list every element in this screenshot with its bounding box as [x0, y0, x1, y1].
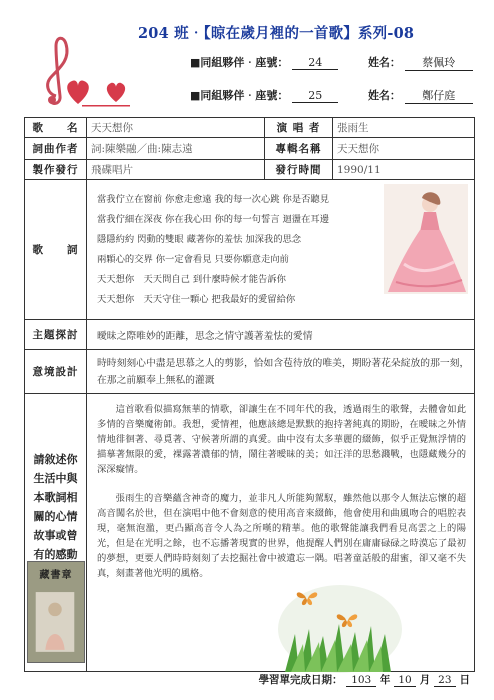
name-label: 姓名：: [367, 89, 401, 102]
partner-name: 蔡佩玲: [405, 54, 473, 71]
name-label: 姓名：: [367, 56, 401, 69]
stamp-illustration: [28, 581, 82, 661]
completion-date-label: 學習單完成日期：: [258, 674, 343, 686]
partner-label: ■同組夥伴‧座號：: [190, 89, 289, 102]
lyric-line: 隱隱約約 閃動的雙眼 藏著你的羞怯 加深我的思念: [97, 233, 302, 245]
lyric-line: 當我佇立在窗前 你愈走愈遠 我的每一次心跳 你是否聽見: [97, 193, 329, 205]
design-label: 意境設計: [25, 350, 87, 394]
story-label-line: 故事或曾: [33, 529, 78, 542]
grass-butterfly-illustration: [275, 574, 405, 674]
story-paragraph: 張雨生的音樂蘊含神奇的魔力，並非凡人所能夠駕馭，雖然他以那令人無法忘懷的超高音闖名於世，但在演唱中他不會刻意的使用高音來綴飾，他會使用和曲風吻合的唱腔表現，毫無泡濫，更凸顯高音令人為之所嘆的精華。他的歌聲能讓我們看見高雲之上的陽光，但是在光明之餘，也不忘播著現實的世界，他提醒人們別在庸庸碌碌之時漠忘了最初的夢想，更要人們時時刻刻了去挖掘社會中被遺忘一隅。唱著童話般的甜蜜，卻又毫不失真，刻畫著他光明的風格。: [97, 493, 466, 579]
partner-name: 鄭仔庭: [405, 87, 473, 104]
album-label: 專輯名稱: [265, 138, 333, 160]
day-unit: 日: [459, 674, 470, 686]
completion-day: 23: [434, 674, 456, 687]
story-label-line: 本歌詞相: [33, 491, 78, 504]
stamp-label: 藏書章: [39, 570, 73, 581]
design-text: 時時刻刻心中盡是思慕之人的剪影，恰如含苞待放的唯美，期盼著花朵綻放的那一刻，在那之前願奉上無私的灌溉: [87, 350, 475, 394]
story-label-line: 生活中與: [33, 472, 78, 485]
lyric-line: 兩顆心的交界 你一定會看見 只要你願意走向前: [97, 253, 289, 265]
story-label-line: 關的心情: [33, 510, 78, 523]
seat-number: 24: [292, 56, 338, 70]
singer-label: 演 唱 者: [265, 118, 333, 138]
writer-label: 詞曲作者: [25, 138, 87, 160]
story-label-line: 有的感動: [33, 548, 78, 561]
completion-month: 10: [394, 674, 416, 687]
album: 天天想你: [333, 138, 475, 160]
partner-row-1: [190, 54, 473, 71]
writer: 詞:陳樂融／曲:陳志遠: [87, 138, 265, 160]
seat-number: 25: [292, 89, 338, 103]
song-title: 天天想你: [87, 118, 265, 138]
completion-year: 103: [346, 674, 376, 687]
year-unit: 年: [379, 674, 391, 686]
month-unit: 月: [419, 674, 431, 686]
partner-label: ■同組夥伴‧座號：: [190, 56, 289, 69]
song-title-label: 歌 名: [25, 118, 87, 138]
lyric-line: 天天想你 天天守住一顆心 把我最好的愛留給你: [97, 293, 296, 305]
worksheet-table: [24, 117, 475, 672]
date-label: 發行時間: [265, 160, 333, 180]
theme-label: 主題探討: [25, 320, 87, 350]
story-label-cell: [25, 394, 87, 672]
theme-text: 曖昧之際唯妙的距離，思念之情守護著羞怯的愛情: [87, 320, 475, 350]
page-title: 204 班‧【晾在歲月裡的一首歌】系列-08: [138, 25, 415, 42]
story-paragraph: 這首歌看似描寫無華的情歌，卻讓生在不同年代的我，透過雨生的歌聲，去體會如此多情的音樂魔術師。我想，愛情裡，他應該總是默默的抱持著純真的期盼，在曖昧之外情情地徘徊著、尋覓著、守候著所謂的真愛。曲中沒有太多華麗的綴飾，似乎正覺無浮情的描摹著無限的愛，裸露著濃郁的情，鬧往著曖昧的美；如汪洋的思愁濺戰，也隱藏幾分的深深癡情。: [97, 404, 466, 475]
partner-row-2: [190, 87, 473, 104]
treble-clef-icon: [48, 38, 67, 104]
completion-date: [259, 672, 470, 687]
heart-icon: [107, 83, 125, 102]
story-label-line: 請敘述你: [33, 453, 78, 466]
lyrics-label: 歌 詞: [25, 180, 87, 320]
music-heart-logo: [28, 26, 138, 110]
producer: 飛碟唱片: [87, 160, 265, 180]
producer-label: 製作發行: [25, 160, 87, 180]
story-cell: [87, 394, 475, 672]
story-label: [25, 450, 86, 564]
singer: 張雨生: [333, 118, 475, 138]
release-date: 1990/11: [333, 160, 475, 180]
book-stamp-box: [27, 561, 85, 663]
lyric-line: 當我佇細在深夜 你在我心田 你的每一句誓言 迴盪在耳邊: [97, 213, 329, 225]
lyric-line: 天天想你 天天問自己 到什麼時候才能告訴你: [97, 273, 286, 285]
heart-icon: [67, 80, 89, 104]
lyrics-cell: [87, 180, 475, 320]
